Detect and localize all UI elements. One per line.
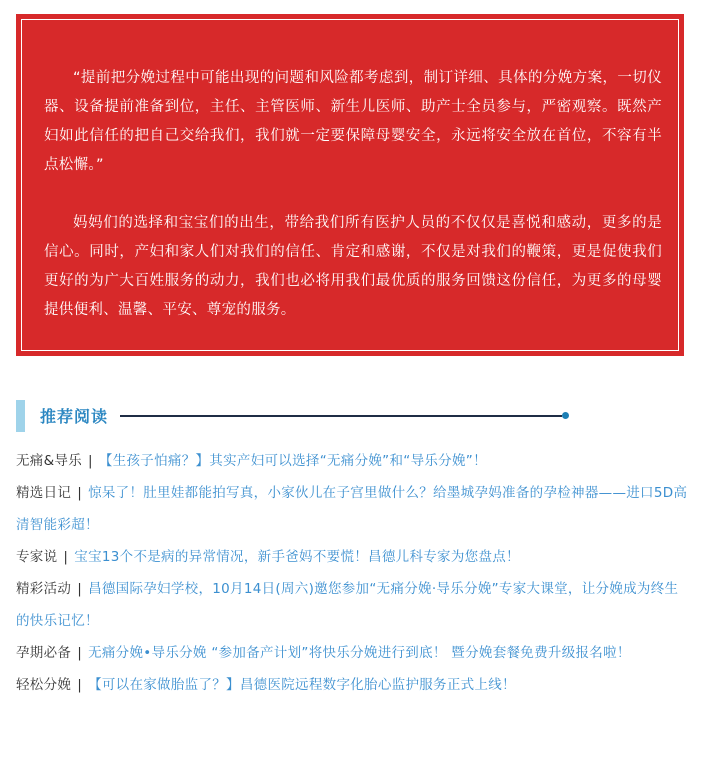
- item-category: 孕期必备: [16, 645, 72, 661]
- list-item: [16, 445, 688, 477]
- quote-paragraph-1: “提前把分娩过程中可能出现的问题和风险都考虑到，制订详细、具体的分娩方案，一切仪器、设备提前准备到位，主任、主管医师、新生儿医师、助产士全员参与，严密观察。既然产妇如此信任的把自己交给我们，我们就一定要保障母婴安全，永远将安全放在首位，不容有半点松懈。”: [44, 70, 662, 173]
- item-separator: |: [77, 581, 83, 597]
- list-item: [16, 573, 688, 637]
- item-category: 专家说: [16, 549, 58, 565]
- list-item: [16, 669, 688, 701]
- quote-paragraph-2: 妈妈们的选择和宝宝们的出生，带给我们所有医护人员的不仅仅是喜悦和感动，更多的是信心。同时，产妇和家人们对我们的信任、肯定和感谢，不仅是对我们的鞭策，更是促使我们更好的为广大百姓服务的动力，我们也必将用我们最优质的服务回馈这份信任，为更多的母婴提供便利、温馨、平安、尊宠的服务。: [44, 215, 662, 318]
- item-category: 精彩活动: [16, 581, 72, 597]
- recommended-reading-header: [16, 400, 576, 432]
- header-divider-dot: [562, 412, 569, 419]
- list-item: [16, 637, 688, 669]
- item-separator: |: [63, 549, 69, 565]
- item-separator: |: [77, 677, 83, 693]
- item-separator: |: [77, 485, 83, 501]
- list-item: [16, 541, 688, 573]
- recommended-reading-list: [16, 445, 688, 701]
- article-link[interactable]: 【可以在家做胎监了？】昌德医院远程数字化胎心监护服务正式上线！: [88, 677, 516, 693]
- item-category: 精选日记: [16, 485, 72, 501]
- article-link[interactable]: 无痛分娩•导乐分娩 “参加备产计划”将快乐分娩进行到底！ 暨分娩套餐免费升级报名啦！: [88, 645, 631, 661]
- item-category: 轻松分娩: [16, 677, 72, 693]
- article-link[interactable]: 【生孩子怕痛？】其实产妇可以选择“无痛分娩”和“导乐分娩”！: [98, 453, 487, 469]
- quote-text: [44, 64, 662, 325]
- header-divider-line: [120, 415, 562, 417]
- item-separator: |: [88, 453, 93, 469]
- item-separator: |: [77, 645, 83, 661]
- list-item: [16, 477, 688, 541]
- header-accent-bar: [16, 400, 25, 432]
- recommended-reading-title: 推荐阅读: [40, 407, 109, 426]
- quote-box: [16, 14, 684, 356]
- item-category: 无痛&导乐: [16, 453, 83, 469]
- article-link[interactable]: 惊呆了！肚里娃都能拍写真，小家伙儿在子宫里做什么？给墨城孕妈准备的孕检神器——进口5D高清智能彩超！: [16, 485, 688, 533]
- article-link[interactable]: 宝宝13个不是病的异常情况，新手爸妈不要慌！昌德儿科专家为您盘点！: [74, 549, 520, 565]
- article-link[interactable]: 昌德国际孕妇学校，10月14日(周六)邀您参加“无痛分娩·导乐分娩”专家大课堂，让分娩成为终生的快乐记忆！: [16, 581, 679, 629]
